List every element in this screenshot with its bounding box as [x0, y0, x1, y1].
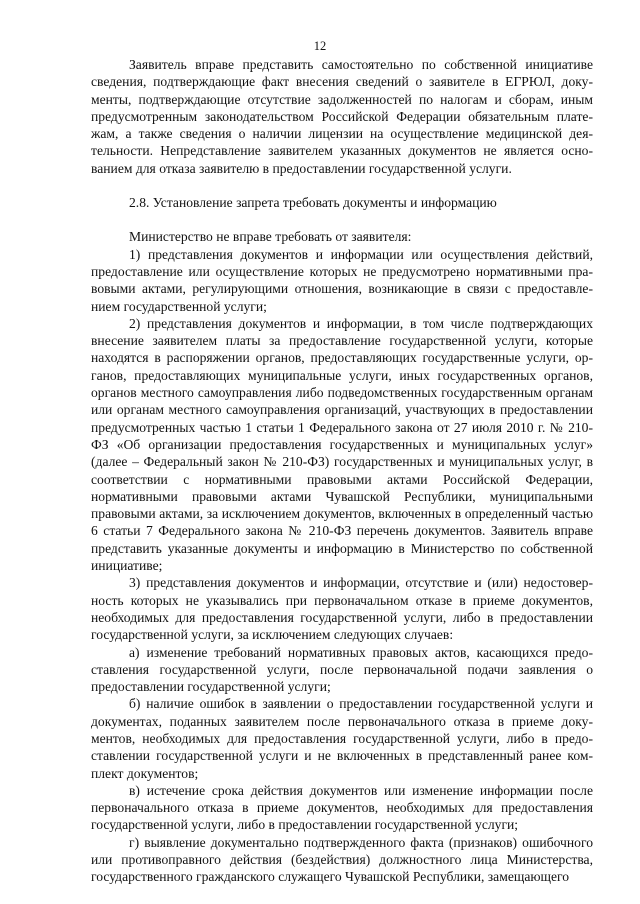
section-heading: 2.8. Установление запрета требовать документы и информацию — [129, 195, 497, 211]
paragraph-intro: Министерство не вправе требовать от заявителя: — [129, 229, 412, 245]
list-item-1: 1) представления документов и информации или осуществления действий, предоставление или осуществление которых не предусмотрено нормативными правовыми актами, регулирующими отношения, возникающие в связи с предоставлением государственной услуги; — [91, 246, 593, 314]
paragraph-applicant-right: Заявитель вправе представить самостоятельно по собственной инициативе сведения, подтверждающие факт внесения сведений о заявителе в ЕГРЮЛ, документы, подтверждающие отсутствие задолженностей по налогам и сборам, иным предусмотренным законодательством Российской Федерации обязательным платежам, а также сведения о наличии лицензии на осуществление медицинской деятельности. Непредставление заявителем указанных документов не является основанием для отказа заявителю в предоставлении государственной услуги. — [91, 57, 593, 176]
page-body — [91, 56, 593, 886]
list-item-3: 3) представления документов и информации, отсутствие и (или) недостоверность которых не указывались при первоначальном отказе в приеме документов, необходимых для предоставления государственной услуги, либо в предоставлении государственной услуги, за исключением следующих случаев: — [91, 575, 593, 643]
sub-item-g: г) выявление документально подтвержденного факта (признаков) ошибочного или противоправного действия (бездействия) должностного лица Министерства, государственного гражданского служащего Чувашской Республики, замещающего — [91, 834, 593, 885]
sub-item-a: а) изменение требований нормативных правовых актов, касающихся предоставления государственной услуги, после первоначальной подачи заявления о предоставлении государственной услуги; — [91, 644, 593, 695]
sub-item-v: в) истечение срока действия документов или изменение информации после первоначального отказа в приеме документов, необходимых для предоставления государственной услуги, либо в предоставлении государственной услуги; — [91, 782, 593, 833]
spacer — [91, 211, 593, 228]
list-item-2: 2) представления документов и информации, в том числе подтверждающих внесение заявителем платы за предоставление государственной услуги, которые находятся в распоряжении органов, предоставляющих государственные услуги, органов, предоставляющих муниципальные услуги, иных государственных органов, органов местного самоуправления либо подведомственных государственным органам или органам местного самоуправления организаций, участвующих в предоставлении предусмотренных частью 1 статьи 1 Федерального закона от 27 июля 2010 г. № 210-ФЗ «Об организации предоставления государственных и муниципальных услуг» (далее – Федеральный закон № 210-ФЗ) государственных и муниципальных услуг, в соответствии с нормативными правовыми актами Российской Федерации, нормативными правовыми актами Чувашской Республики, муниципальными правовыми актами, за исключением документов, включенных в определенный частью 6 статьи 7 Федерального закона № 210-ФЗ перечень документов. Заявитель вправе представить указанные документы и информацию в Министерство по собственной инициативе; — [91, 315, 593, 574]
spacer — [91, 177, 593, 194]
page-number: 12 — [313, 39, 327, 53]
sub-item-b: б) наличие ошибок в заявлении о предоставлении государственной услуги и документах, поданных заявителем после первоначального отказа в приеме документов, необходимых для предоставления государственной услуги, либо в предоставлении государственной услуги и не включенных в представленный ранее комплект документов; — [91, 696, 593, 781]
